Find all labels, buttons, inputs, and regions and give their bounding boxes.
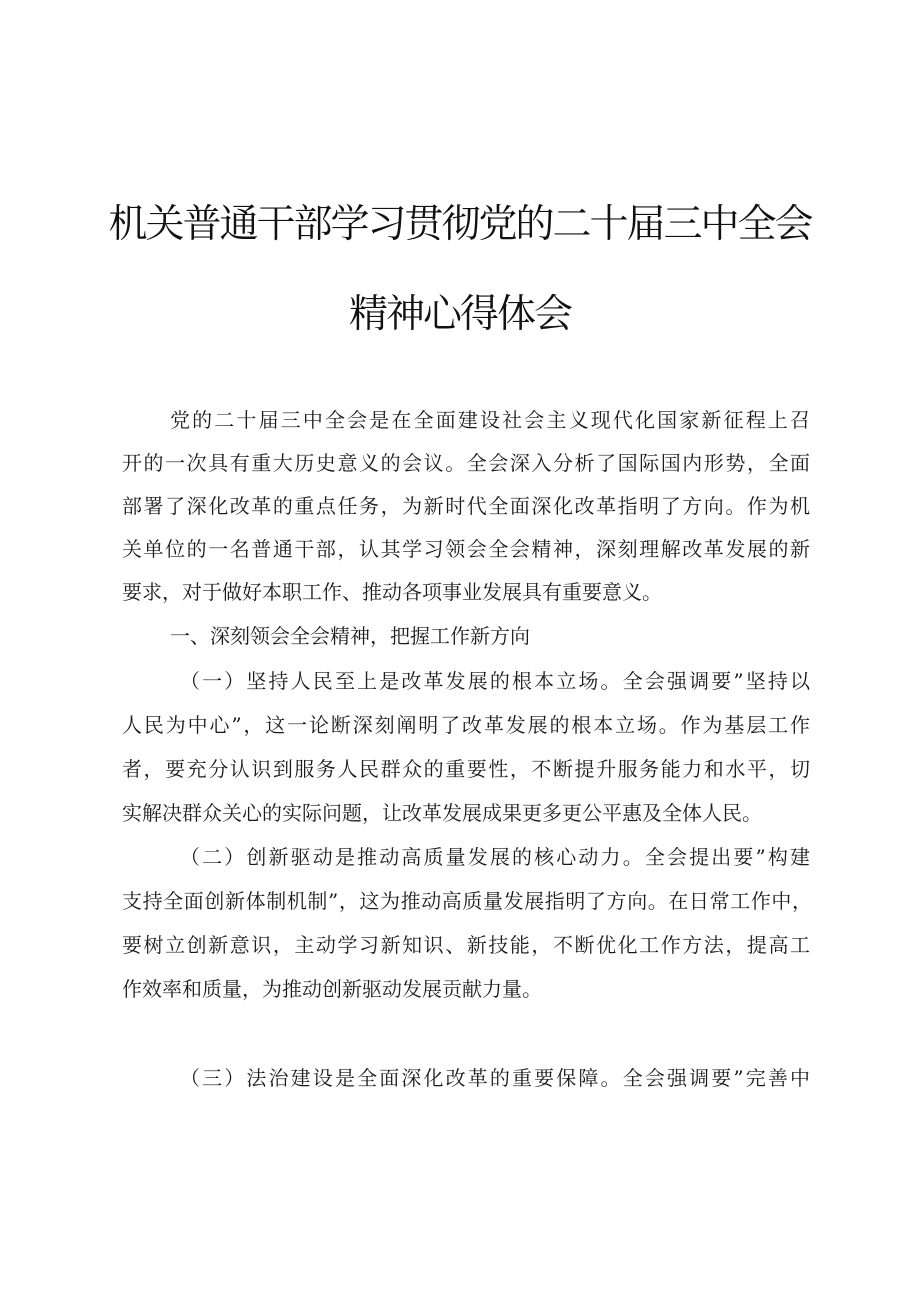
paragraph-line: 实解决群众关心的实际问题，让改革发展成果更多更公平惠及全体人民。 bbox=[122, 801, 762, 825]
paragraph-line: 开的一次具有重大历史意义的会议。全会深入分析了国际国内形势，全面 bbox=[122, 451, 810, 475]
paragraph-line: 支持全面创新体制机制”，这为推动高质量发展指明了方向。在日常工作中， bbox=[122, 889, 812, 913]
paragraph-line: 作效率和质量，为推动创新驱动发展贡献力量。 bbox=[122, 977, 542, 1001]
paragraph-line: 者，要充分认识到服务人民群众的重要性，不断提升服务能力和水平，切 bbox=[122, 757, 810, 781]
document-title-line-1: 机关普通干部学习贯彻党的二十届三中全会 bbox=[108, 202, 812, 247]
paragraph-line: （二）创新驱动是推动高质量发展的核心动力。全会提出要”构建 bbox=[180, 845, 810, 869]
paragraph-line: 关单位的一名普通干部，认其学习领会全会精神，深刻理解改革发展的新 bbox=[122, 537, 810, 561]
paragraph-line: 党的二十届三中全会是在全面建设社会主义现代化国家新征程上召 bbox=[170, 408, 810, 432]
paragraph-line: 部署了深化改革的重点任务，为新时代全面深化改革指明了方向。作为机 bbox=[122, 494, 810, 518]
paragraph-line: 要求，对于做好本职工作、推动各项事业发展具有重要意义。 bbox=[122, 580, 662, 604]
section-heading: 一、深刻领会全会精神，把握工作新方向 bbox=[170, 624, 530, 648]
paragraph-line: （三）法治建设是全面深化改革的重要保障。全会强调要”完善中 bbox=[180, 1066, 810, 1090]
document-title-line-2: 精神心得体会 bbox=[348, 292, 571, 337]
paragraph-line: 要树立创新意识，主动学习新知识、新技能，不断优化工作方法，提高工 bbox=[122, 933, 810, 957]
paragraph-line: （一）坚持人民至上是改革发展的根本立场。全会强调要”坚持以 bbox=[180, 669, 810, 693]
paragraph-line: 人民为中心”，这一论断深刻阐明了改革发展的根本立场。作为基层工作 bbox=[122, 713, 810, 737]
